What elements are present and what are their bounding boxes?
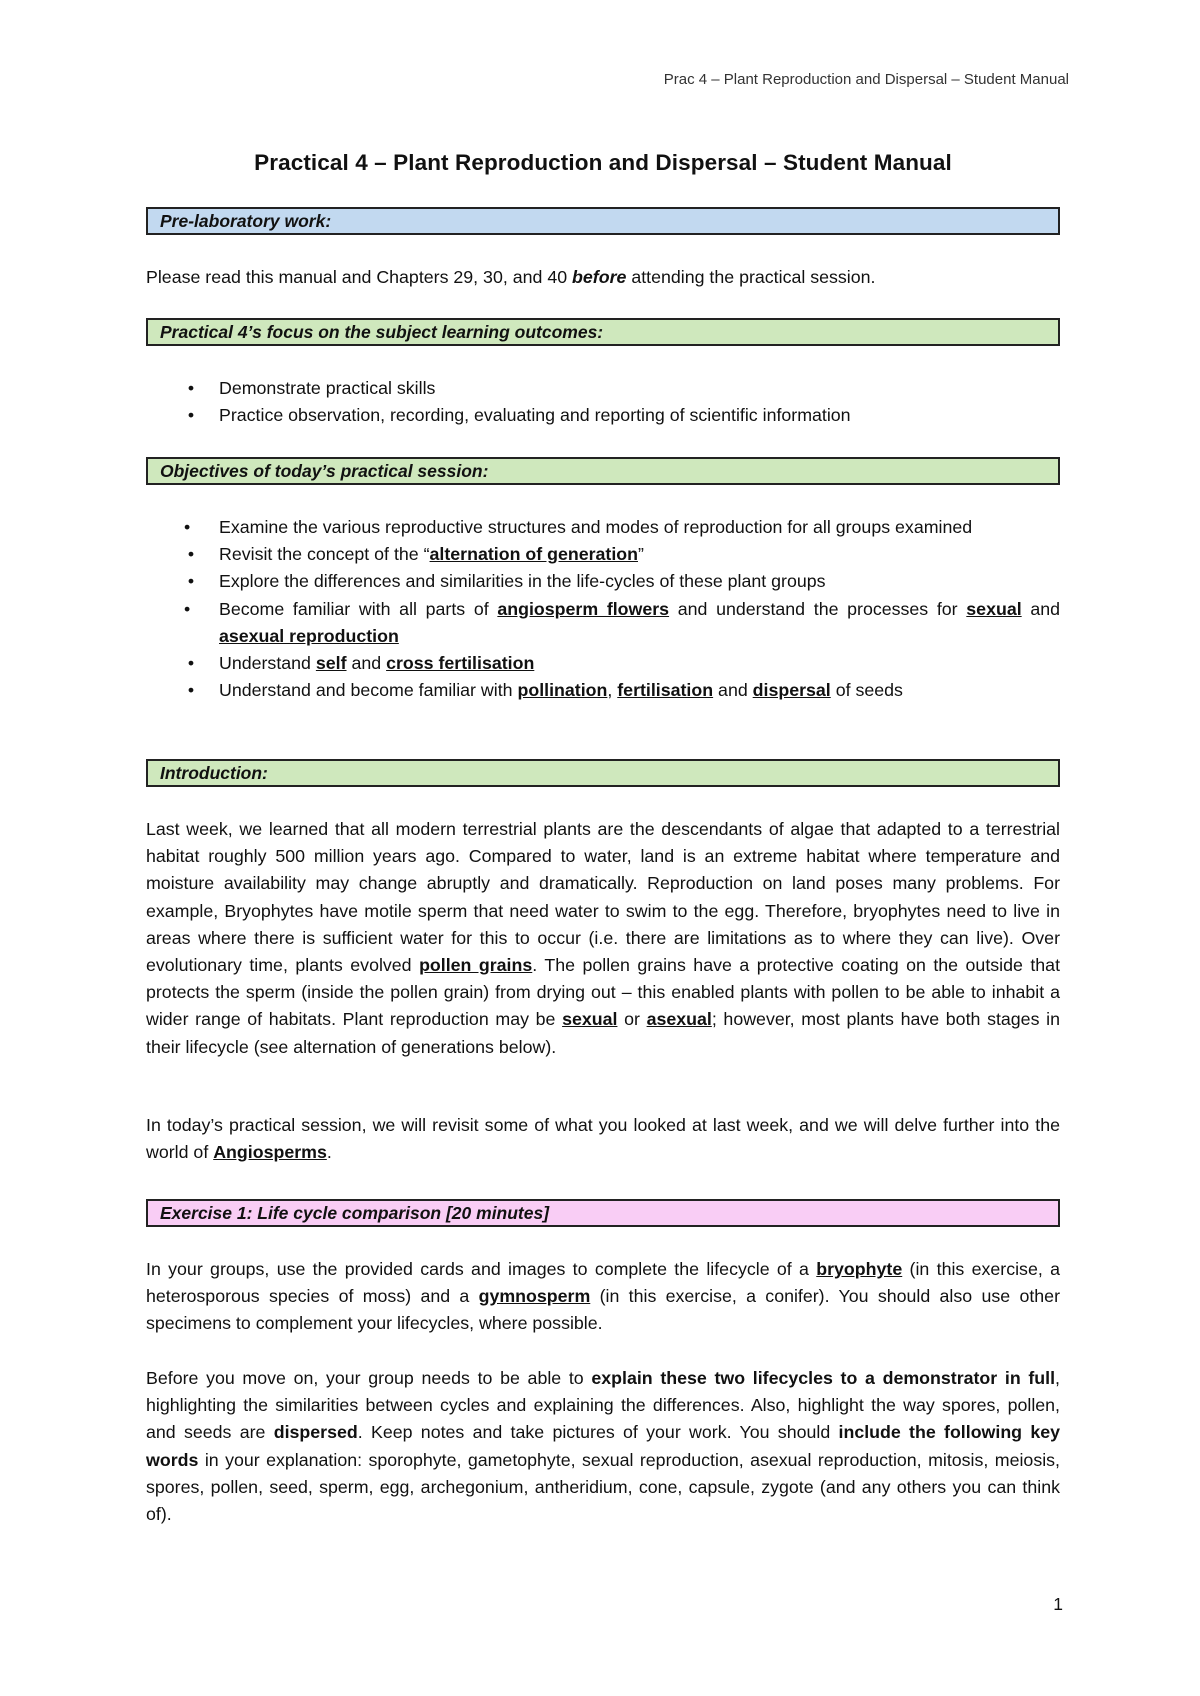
bullet-icon: • bbox=[187, 405, 195, 426]
objectives-list bbox=[146, 514, 1060, 704]
bullet-icon: • bbox=[187, 378, 195, 398]
pre-lab-emphasis: before bbox=[572, 267, 627, 287]
paragraph-text: Last week, we learned that all modern terrestrial plants are the descendants of algae that adapted to a terrestrial habitat roughly 500 million years ago. Compared to water, land is an extreme habitat where temperature and moisture availability may change abruptly and dramatically. Reproduction on land poses many problems. For example, Bryophytes have motile sperm that need water to swim to the egg. Therefore, bryophytes need to live in areas where there is sufficient water for this to occur (i.e. there are limitations as to where they can live). Over evolutionary time, plants evolved bbox=[146, 819, 1060, 976]
pre-lab-text-part: Please read this manual and Chapters 29, 30, and 40 bbox=[146, 267, 573, 287]
key-term: fertilisation bbox=[617, 680, 714, 701]
paragraph-text: . Keep notes and take pictures of your work. You should bbox=[357, 1422, 839, 1443]
pre-lab-heading: Pre-laboratory work: bbox=[146, 207, 1060, 235]
list-item-text: ” bbox=[637, 544, 644, 565]
bullet-icon: • bbox=[184, 598, 191, 619]
key-term: cross fertilisation bbox=[386, 653, 535, 674]
bold-phrase: explain these two lifecycles to a demonstrator in full bbox=[591, 1368, 1056, 1388]
list-item-text: Understand and become familiar with bbox=[219, 680, 518, 701]
key-term: Angiosperms bbox=[213, 1142, 327, 1163]
list-item bbox=[146, 375, 1060, 402]
list-item-text: Demonstrate practical skills bbox=[219, 378, 436, 398]
paragraph-text: In today’s practical session, we will revisit some of what you looked at last week, and we will delve further into the world of bbox=[146, 1115, 1060, 1163]
key-term: gymnosperm bbox=[478, 1286, 591, 1307]
paragraph-text: Before you move on, your group needs to be able to bbox=[146, 1368, 592, 1388]
paragraph-text: or bbox=[617, 1009, 647, 1030]
list-item-text: and bbox=[346, 653, 387, 674]
list-item-text: Explore the differences and similarities in the life-cycles of these plant groups bbox=[219, 571, 826, 592]
running-header: Prac 4 – Plant Reproduction and Dispersal – Student Manual bbox=[663, 71, 1069, 88]
paragraph-text: . bbox=[326, 1142, 332, 1163]
paragraph-text: ; however, most plants have both stages in their lifecycle (see alternation of generations below). bbox=[146, 1009, 1060, 1057]
key-term: dispersal bbox=[752, 680, 831, 701]
paragraph-text: . The pollen grains have a protective coating on the outside that protects the sperm (inside the pollen grain) from drying out – this enabled plants with pollen to be able to inhabit a wider range of habitats. Plant reproduction may be bbox=[146, 955, 1061, 1030]
bullet-icon: • bbox=[187, 680, 195, 701]
paragraph-text: In your groups, use the provided cards and images to complete the lifecycle of a bbox=[146, 1259, 817, 1279]
list-item-text: Understand bbox=[219, 653, 316, 674]
list-item-text: Practice observation, recording, evaluating and reporting of scientific information bbox=[219, 405, 851, 426]
key-term: pollen grains bbox=[419, 955, 533, 976]
paragraph-text: (in this exercise, a heterosporous species of moss) and a bbox=[146, 1259, 1060, 1307]
key-term: sexual bbox=[562, 1009, 618, 1030]
bold-phrase: include the following key words bbox=[146, 1422, 1061, 1470]
list-item bbox=[146, 596, 1060, 650]
paragraph-text: in your explanation: sporophyte, gametophyte, sexual reproduction, asexual reproduction, mitosis, meiosis, spores, pollen, seed, sperm, egg, archegonium, antheridium, cone, capsule, zygote (and any others you can think of). bbox=[146, 1449, 1060, 1525]
list-item-text: Become familiar with all parts of bbox=[219, 598, 498, 619]
list-item bbox=[146, 568, 1060, 595]
page-number: 1 bbox=[1053, 1594, 1063, 1614]
key-term: sexual bbox=[966, 598, 1022, 619]
document-title: Practical 4 – Plant Reproduction and Dispersal – Student Manual bbox=[254, 150, 952, 175]
pre-lab-text bbox=[146, 264, 1060, 291]
focus-heading: Practical 4’s focus on the subject learning outcomes: bbox=[146, 318, 1060, 346]
list-item-text: and understand the processes for bbox=[669, 598, 967, 619]
key-term: pollination bbox=[517, 680, 608, 701]
focus-list bbox=[146, 375, 1060, 429]
list-item-text: Revisit the concept of the “ bbox=[219, 544, 430, 565]
exercise-1-paragraph-1 bbox=[146, 1256, 1060, 1338]
list-item-text: , bbox=[607, 680, 618, 701]
list-item-text: of seeds bbox=[830, 680, 903, 701]
list-item bbox=[146, 402, 1060, 429]
list-item-text: and bbox=[1021, 598, 1060, 619]
list-item bbox=[146, 650, 1060, 677]
list-item-text: and bbox=[713, 680, 753, 701]
key-term: alternation of generation bbox=[429, 544, 638, 565]
key-term: self bbox=[315, 653, 347, 674]
bullet-icon: • bbox=[187, 571, 195, 592]
exercise-1-paragraph-2 bbox=[146, 1365, 1060, 1528]
list-item bbox=[146, 514, 1060, 541]
objectives-heading: Objectives of today’s practical session: bbox=[146, 457, 1060, 485]
introduction-paragraph-1 bbox=[146, 816, 1060, 1061]
bold-phrase: dispersed bbox=[273, 1422, 358, 1443]
bullet-icon: • bbox=[187, 653, 195, 674]
exercise-1-heading: Exercise 1: Life cycle comparison [20 minutes] bbox=[146, 1199, 1060, 1227]
key-term: asexual reproduction bbox=[219, 625, 399, 646]
bullet-icon: • bbox=[187, 544, 195, 565]
introduction-paragraph-2 bbox=[146, 1112, 1060, 1166]
list-item-text: Examine the various reproductive structures and modes of reproduction for all groups examined bbox=[219, 517, 973, 537]
list-item bbox=[146, 677, 1060, 704]
introduction-heading: Introduction: bbox=[146, 759, 1060, 787]
key-term: angiosperm flowers bbox=[497, 598, 670, 619]
key-term: bryophyte bbox=[816, 1259, 903, 1279]
bullet-icon: • bbox=[184, 517, 191, 537]
key-term: asexual bbox=[646, 1009, 712, 1030]
paragraph-text: , highlighting the similarities between cycles and explaining the differences. Also, highlight the way spores, pollen, and seeds are bbox=[146, 1368, 1060, 1443]
pre-lab-text-part: attending the practical session. bbox=[626, 267, 876, 287]
paragraph-text: (in this exercise, a conifer). You should also use other specimens to complement your lifecycles, where possible. bbox=[146, 1286, 1060, 1334]
list-item bbox=[146, 541, 1060, 568]
